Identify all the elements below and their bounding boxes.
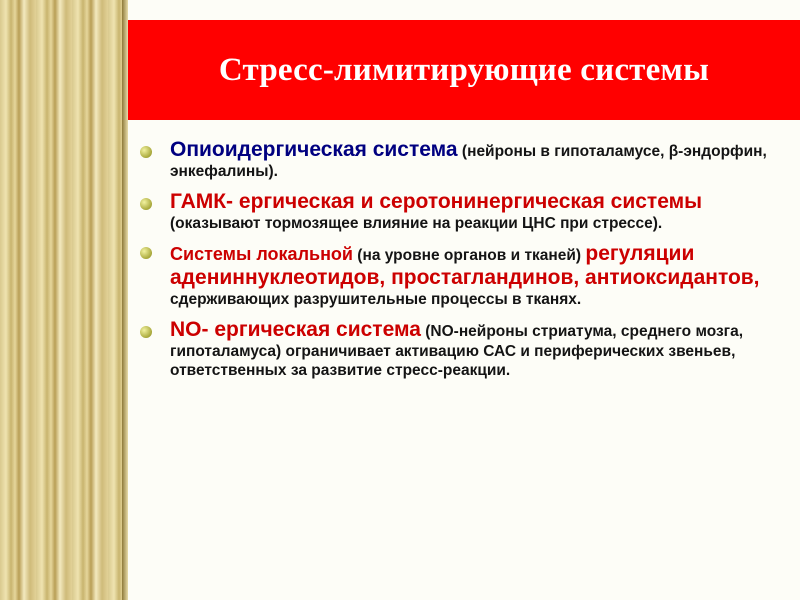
- item-heading: Опиоидергическая система: [170, 138, 458, 161]
- slide-title: Стресс-лимитирующие системы: [218, 51, 710, 88]
- title-banner: [128, 20, 800, 120]
- bullet-dot-icon: [140, 146, 152, 158]
- bullet-item-gaba: [138, 190, 778, 233]
- bullet-item-opioid: [138, 138, 778, 181]
- item-detail-continued: сдерживающих разрушительные процессы в тканях.: [170, 291, 582, 308]
- item-heading-continued: регуляции адениннуклеотидов, простагландинов, антиоксидантов,: [170, 242, 760, 289]
- item-detail: (оказывают тормозящее влияние на реакции ЦНС при стрессе).: [170, 215, 663, 232]
- item-detail: (на уровне органов и тканей): [353, 247, 586, 264]
- bullet-list: [138, 138, 778, 389]
- item-heading: ГАМК- ергическая и серотонинергическая системы: [170, 190, 703, 213]
- bullet-dot-icon: [140, 326, 152, 338]
- item-detail: (NO-нейроны стриатума, среднего мозга, гипоталамуса) ограничивает активацию САС и периферических звеньев, ответственных за развитие стресс-реакции.: [170, 323, 744, 379]
- decorative-left-bar: [0, 0, 128, 600]
- bullet-item-local: [138, 242, 778, 309]
- bullet-dot-icon: [140, 198, 152, 210]
- bullet-dot-icon: [140, 247, 152, 259]
- item-heading: Системы локальной: [170, 244, 353, 264]
- bullet-item-no: [138, 318, 778, 380]
- item-detail: (нейроны в гипоталамусе, β-эндорфин, энкефалины).: [170, 143, 767, 180]
- item-heading: NO- ергическая система: [170, 318, 421, 341]
